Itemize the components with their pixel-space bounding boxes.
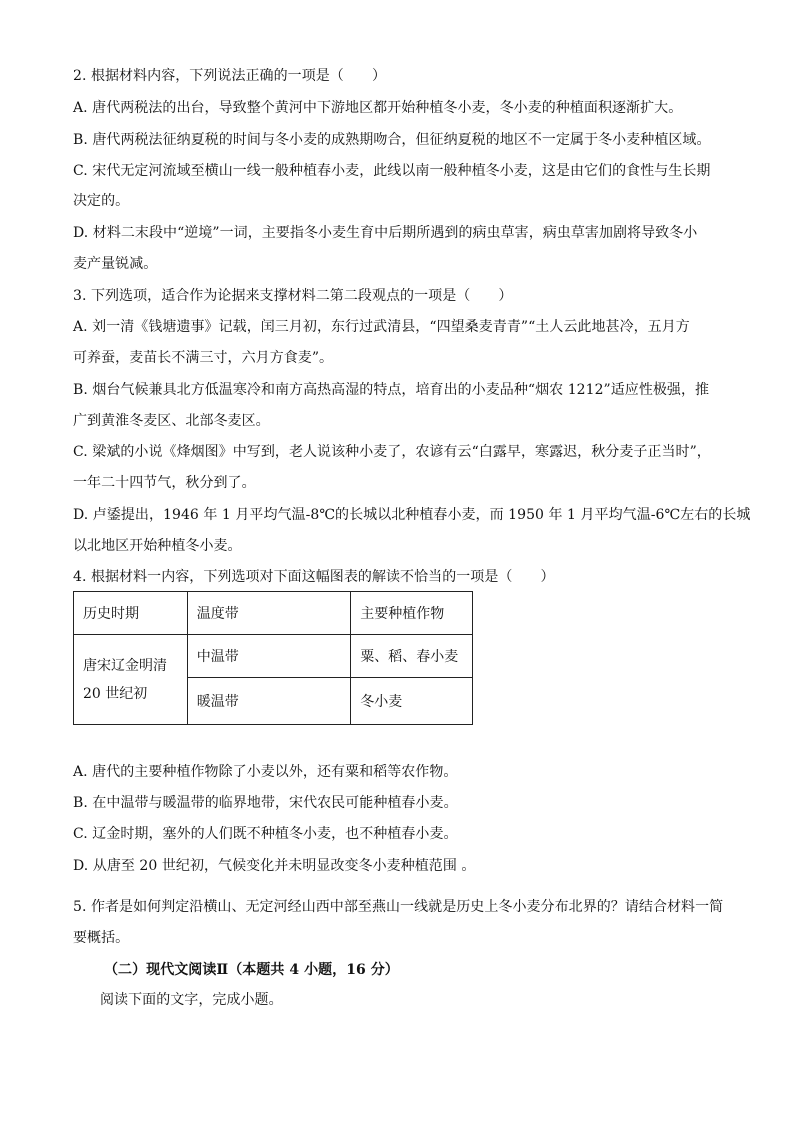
table-header-crops: 主要种植作物 <box>351 592 473 635</box>
q5-question: 5. 作者是如何判定沿横山、无定河经山西中部至燕山一线就是历史上冬小麦分布北界的？请结合材料一简 <box>73 899 724 915</box>
q2-option-c: C. 宋代无定河流域至横山一线一般种植春小麦，此线以南一般种植冬小麦，这是由它们的食性与生长期 <box>73 163 711 179</box>
table-period-line2: 20 世纪初 <box>83 685 148 702</box>
section-heading: （二）现代文阅读Ⅱ（本题共 4 小题，16 分） <box>104 962 399 978</box>
q3-option-b: B. 烟台气候兼具北方低温寒冷和南方高热高湿的特点，培育出的小麦品种“烟农 1212”适应性极强，推 <box>73 382 710 398</box>
section-instruction: 阅读下面的文字，完成小题。 <box>100 992 283 1008</box>
q4-option-d: D. 从唐至 20 世纪初，气候变化并未明显改变冬小麦种植范围 。 <box>73 858 476 874</box>
table-cell-zone: 暖温带 <box>187 678 351 725</box>
q3-option-a-cont: 可养蚕，麦苗长不满三寸，六月方食麦”。 <box>73 350 334 366</box>
q3-option-c-cont: 一年二十四节气，秋分到了。 <box>73 475 256 491</box>
q3-option-c: C. 梁斌的小说《烽烟图》中写到，老人说该种小麦了，农谚有云“白露早，寒露迟，秋分麦子正当时”， <box>73 444 711 460</box>
table-cell-crops: 粟、稻、春小麦 <box>351 635 473 678</box>
q4-stem: 4. 根据材料一内容，下列选项对下面这幅图表的解读不恰当的一项是（ ） <box>73 569 555 585</box>
q3-option-b-cont: 广到黄淮冬麦区、北部冬麦区。 <box>73 413 270 429</box>
q2-option-b: B. 唐代两税法征纳夏税的时间与冬小麦的成熟期吻合，但征纳夏税的地区不一定属于冬小麦种植区域。 <box>73 132 711 148</box>
table-row <box>74 635 473 678</box>
table-header-row <box>74 592 473 635</box>
table-header-period: 历史时期 <box>74 592 188 635</box>
q2-stem: 2. 根据材料内容，下列说法正确的一项是（ ） <box>73 68 387 84</box>
q2-option-c-cont: 决定的。 <box>73 193 130 209</box>
table-header-zone: 温度带 <box>187 592 351 635</box>
q3-option-d-cont: 以北地区开始种植冬小麦。 <box>73 538 242 554</box>
q3-option-d: D. 卢鋈提出，1946 年 1 月平均气温-8℃的长城以北种植春小麦，而 1950 年 1 月平均气温-6℃左右的长城 <box>73 507 751 523</box>
q3-option-a: A. 刘一清《钱塘遗事》记载，闰三月初，东行过武清县，“四望桑麦青青”“土人云此地甚冷，五月方 <box>73 319 690 335</box>
q2-option-d: D. 材料二末段中“逆境”一词，主要指冬小麦生育中后期所遇到的病虫草害，病虫草害加剧将导致冬小 <box>73 225 698 241</box>
q3-stem: 3. 下列选项，适合作为论据来支撑材料二第二段观点的一项是（ ） <box>73 288 513 304</box>
table-cell-crops: 冬小麦 <box>351 678 473 725</box>
q4-option-b: B. 在中温带与暖温带的临界地带，宋代农民可能种植春小麦。 <box>73 795 458 811</box>
q2-option-a: A. 唐代两税法的出台，导致整个黄河中下游地区都开始种植冬小麦，冬小麦的种植面积逐渐扩大。 <box>73 100 683 116</box>
q5-question-cont: 要概括。 <box>73 930 130 946</box>
climate-crop-table <box>73 591 473 725</box>
q4-option-c: C. 辽金时期，塞外的人们既不种植冬小麦，也不种植春小麦。 <box>73 826 458 842</box>
table-cell-zone: 中温带 <box>187 635 351 678</box>
table-period-line1: 唐宋辽金明清 <box>83 657 167 674</box>
table-cell-period <box>74 635 188 725</box>
q4-option-a: A. 唐代的主要种植作物除了小麦以外，还有粟和稻等农作物。 <box>73 764 458 780</box>
q2-option-d-cont: 麦产量锐减。 <box>73 256 158 272</box>
